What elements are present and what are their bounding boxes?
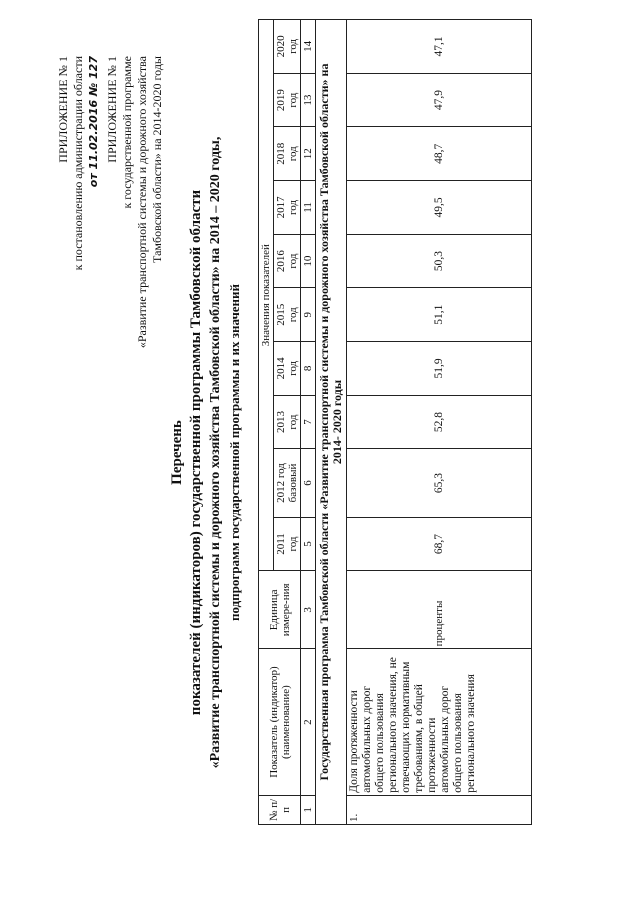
decree-reference-label: к постановлению администрации области [71, 56, 85, 271]
title-line3: «Развитие транспортной системы и дорожного хозяйства Тамбовской области» на 2014 – 2020 годы, [208, 136, 223, 769]
row-value-2013: 52,8 [347, 395, 532, 449]
column-number: 8 [301, 342, 316, 396]
row-value-2014: 51,9 [347, 342, 532, 396]
title-line4: подпрограмм государственной программы и их значений [227, 283, 242, 622]
decree-number-handwritten: от 11.02.2016 № 127 [87, 56, 100, 188]
indicators-table [258, 19, 532, 825]
title-line1: Перечень [169, 420, 185, 485]
year-header: 2018 год [274, 127, 301, 181]
column-number: 13 [301, 73, 316, 127]
row-value-2016: 50,3 [347, 234, 532, 288]
document-title [168, 0, 244, 905]
row-value-2020: 47,1 [347, 20, 532, 74]
appendix-header [56, 56, 165, 348]
header-unit: Единица измере-ния [259, 571, 301, 649]
column-number: 2 [301, 649, 316, 795]
row-unit: проценты [347, 571, 532, 649]
header-number: № п/п [259, 795, 301, 824]
column-number: 14 [301, 20, 316, 74]
year-header: 2013 год [274, 395, 301, 449]
appendix-label-2: ПРИЛОЖЕНИЕ № 1 [105, 56, 119, 163]
row-value-2012: 65,3 [347, 449, 532, 517]
header-values: Значения показателей [259, 20, 274, 571]
row-value-2017: 49,5 [347, 181, 532, 235]
year-header: 2017 год [274, 181, 301, 235]
column-number: 10 [301, 234, 316, 288]
title-line2: показателей (индикаторов) государственной программы Тамбовской области [188, 189, 204, 716]
year-header: 2011 год [274, 517, 301, 571]
header-indicator: Показатель (индикатор) (наименование) [259, 649, 301, 795]
column-number: 5 [301, 517, 316, 571]
column-number: 12 [301, 127, 316, 181]
section-title: Государственная программа Тамбовской области «Развитие транспортной системы и дорожного хозяйства Тамбовской области» на 2014- 2020 годы [316, 20, 347, 825]
program-reference-label: к государственной программе [120, 56, 134, 209]
table-header-row [259, 20, 274, 825]
row-indicator: Доля протяженности автомобильных дорог общего пользования регионального значения, не отвечающих нормативным требованиям, в общей протяженности автомобильных дорог общего пользования регионального значения [347, 649, 532, 795]
column-number: 3 [301, 571, 316, 649]
table-row [347, 20, 532, 825]
year-header: 2019 год [274, 73, 301, 127]
row-value-2011: 68,7 [347, 517, 532, 571]
year-header: 2015 год [274, 288, 301, 342]
row-value-2015: 51,1 [347, 288, 532, 342]
row-value-2018: 48,7 [347, 127, 532, 181]
column-numbers-row [301, 20, 316, 825]
year-header: 2016 год [274, 234, 301, 288]
column-number: 7 [301, 395, 316, 449]
year-header: 2020 год [274, 20, 301, 74]
year-header: 2014 год [274, 342, 301, 396]
section-row [316, 20, 347, 825]
column-number: 9 [301, 288, 316, 342]
row-number: 1. [347, 795, 532, 824]
column-number: 11 [301, 181, 316, 235]
appendix-label: ПРИЛОЖЕНИЕ № 1 [56, 56, 70, 163]
column-number: 1 [301, 795, 316, 824]
program-name-line2: Тамбовской области» на 2014-2020 годы [150, 56, 164, 263]
row-value-2019: 47,9 [347, 73, 532, 127]
year-header: 2012 год базовый [274, 449, 301, 517]
program-name-line1: «Развитие транспортной системы и дорожного хозяйства [135, 56, 149, 349]
column-number: 6 [301, 449, 316, 517]
